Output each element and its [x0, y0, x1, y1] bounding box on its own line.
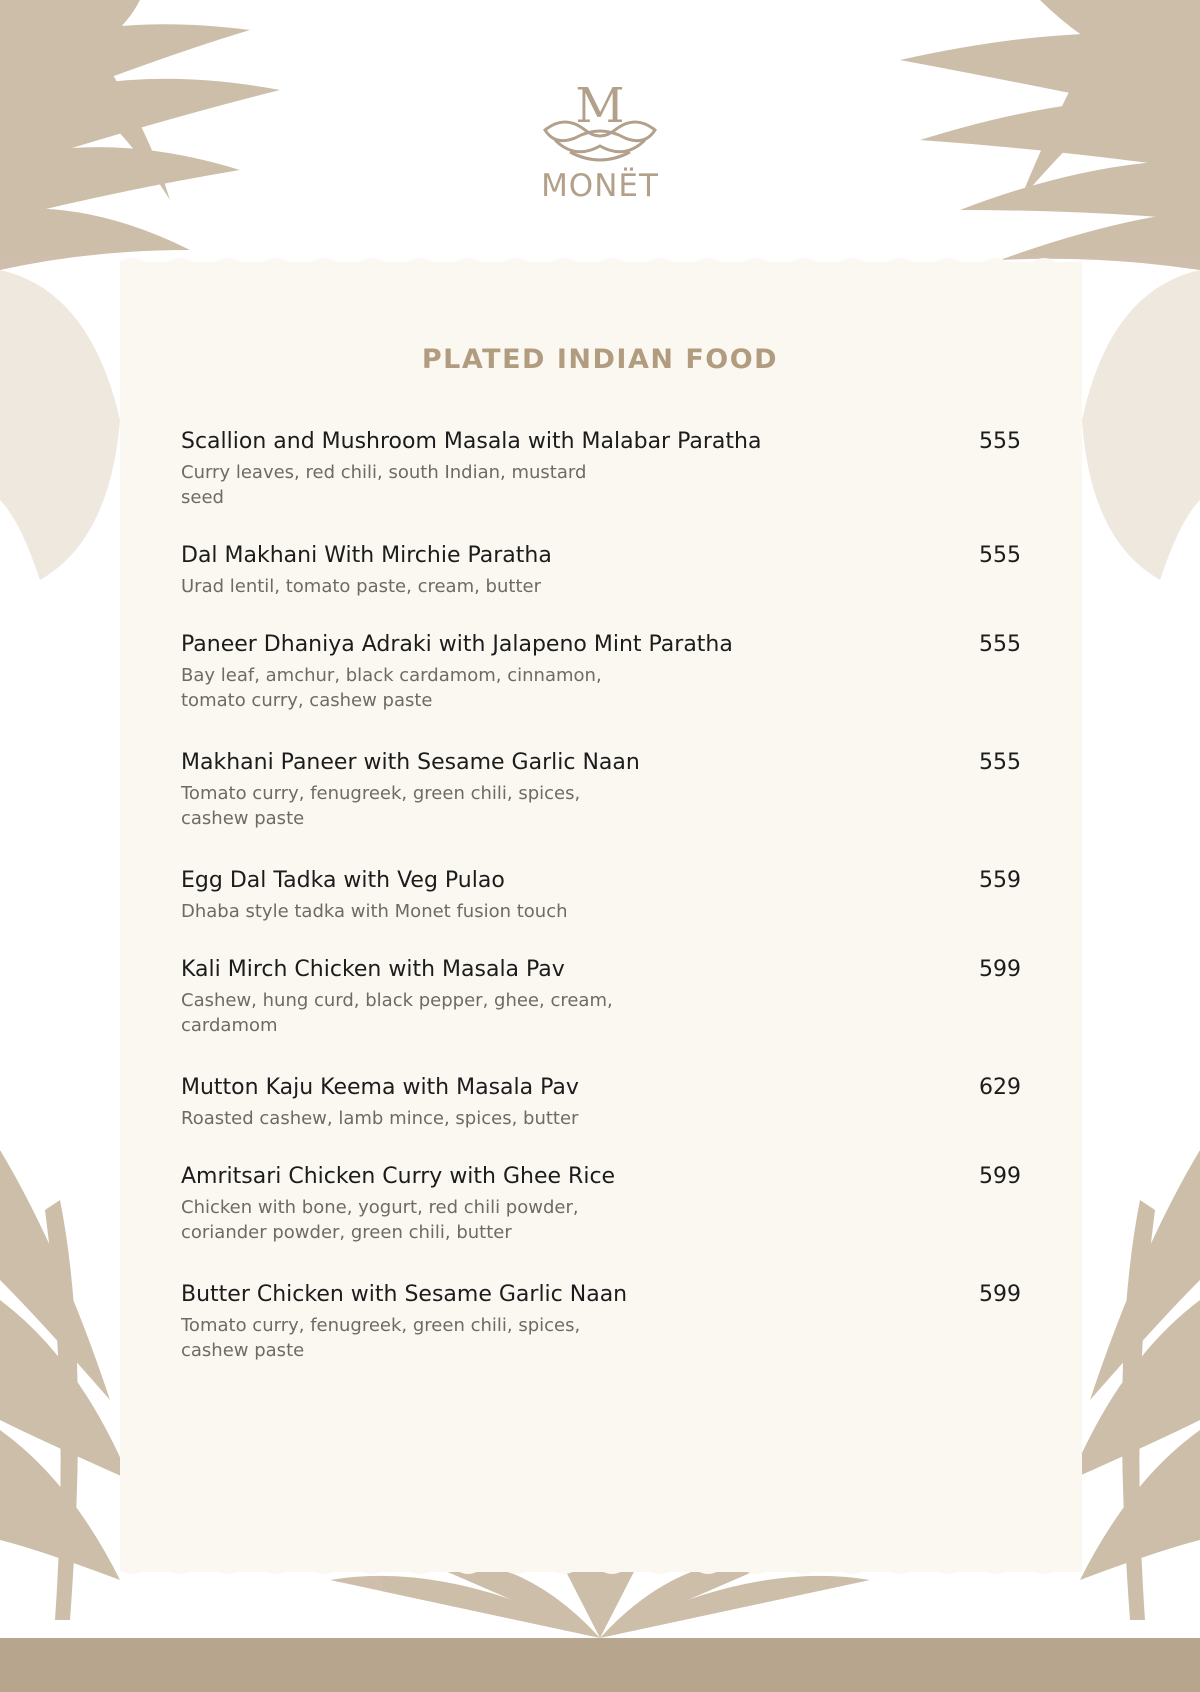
- menu-item-price: 555: [979, 750, 1021, 775]
- menu-item: [181, 749, 1021, 831]
- footer-bar: [0, 1638, 1200, 1692]
- menu-item: [181, 1281, 1021, 1363]
- menu-item-price: 629: [979, 1075, 1021, 1100]
- panel-edge-bottom: [120, 1562, 1082, 1578]
- menu-item: [181, 428, 1021, 510]
- menu-item-description: Urad lentil, tomato paste, cream, butter: [181, 576, 541, 597]
- menu-item-name: Dal Makhani With Mirchie Paratha: [181, 543, 552, 568]
- menu-list: [181, 428, 1021, 1375]
- menu-item: [181, 867, 1021, 924]
- menu-item-description: Dhaba style tadka with Monet fusion touch: [181, 901, 568, 922]
- menu-item: [181, 1163, 1021, 1245]
- menu-item-name: Scallion and Mushroom Masala with Malabar Paratha: [181, 429, 762, 454]
- menu-item-name: Mutton Kaju Keema with Masala Pav: [181, 1075, 579, 1100]
- menu-item-description: Curry leaves, red chili, south Indian, mustard seed: [181, 462, 587, 508]
- menu-item-price: 599: [979, 1164, 1021, 1189]
- brand-name: MONËT: [541, 168, 659, 204]
- menu-item: [181, 1074, 1021, 1131]
- menu-item-description: Roasted cashew, lamb mince, spices, butter: [181, 1108, 579, 1129]
- monogram-icon: [535, 78, 665, 170]
- section-title: PLATED INDIAN FOOD: [421, 344, 779, 375]
- menu-item-name: Kali Mirch Chicken with Masala Pav: [181, 957, 565, 982]
- menu-item-price: 555: [979, 543, 1021, 568]
- menu-item-description: Cashew, hung curd, black pepper, ghee, cream, cardamom: [181, 990, 613, 1036]
- brand-monogram: M: [575, 78, 625, 134]
- menu-item-price: 559: [979, 868, 1021, 893]
- menu-item-price: 555: [979, 632, 1021, 657]
- menu-item-name: Amritsari Chicken Curry with Ghee Rice: [181, 1164, 616, 1189]
- menu-item-price: 599: [979, 1282, 1021, 1307]
- menu-item-description: Tomato curry, fenugreek, green chili, spices, cashew paste: [181, 1315, 581, 1361]
- brand-logo: [520, 78, 680, 218]
- menu-item-name: Makhani Paneer with Sesame Garlic Naan: [181, 750, 640, 775]
- menu-item-name: Paneer Dhaniya Adraki with Jalapeno Mint Paratha: [181, 632, 733, 657]
- menu-item-name: Egg Dal Tadka with Veg Pulao: [181, 868, 505, 893]
- menu-item: [181, 542, 1021, 599]
- menu-item-price: 599: [979, 957, 1021, 982]
- menu-item: [181, 956, 1021, 1038]
- menu-item-description: Chicken with bone, yogurt, red chili powder, coriander powder, green chili, butter: [181, 1197, 579, 1243]
- menu-item: [181, 631, 1021, 713]
- menu-item-price: 555: [979, 429, 1021, 454]
- menu-item-description: Bay leaf, amchur, black cardamom, cinnamon, tomato curry, cashew paste: [181, 665, 602, 711]
- menu-item-name: Butter Chicken with Sesame Garlic Naan: [181, 1282, 628, 1307]
- menu-item-description: Tomato curry, fenugreek, green chili, spices, cashew paste: [181, 783, 581, 829]
